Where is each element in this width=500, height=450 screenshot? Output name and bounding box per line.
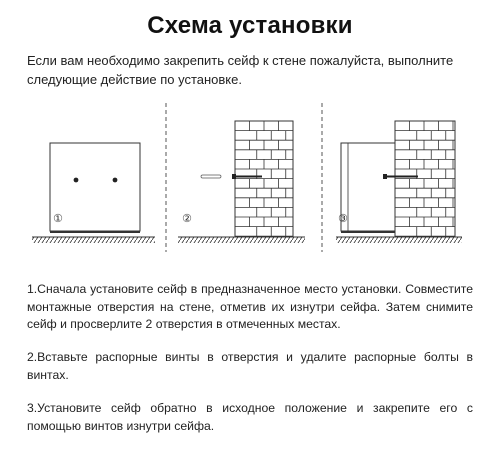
safe-front-view <box>50 143 140 231</box>
step-3-text: 3.Установите сейф обратно в исходное положение и закрепите его с помощью винтов изнутри сейфа. <box>27 401 473 433</box>
expansion-screw <box>201 175 221 178</box>
panel-number-1: ① <box>53 212 63 225</box>
intro-text: Если вам необходимо закрепить сейф к стене пожалуйста, выполните следующие действие по установке. <box>27 53 454 87</box>
panel-number-2: ② <box>182 212 192 225</box>
panel-number-3: ③ <box>338 212 348 225</box>
mounting-hole-left <box>74 178 79 183</box>
floor-hatch-1 <box>32 237 155 243</box>
safe-side-view <box>341 143 395 231</box>
panel-3 <box>336 121 462 243</box>
floor-hatch-3 <box>336 237 462 243</box>
panel-1 <box>32 143 155 243</box>
step-2-text: 2.Вставьте распорные винты в отверстия и удалите распорные болты в винтах. <box>27 350 473 382</box>
mounting-hole-right <box>113 178 118 183</box>
page-title: Схема установки <box>147 12 353 39</box>
step-1-text: 1.Сначала установите сейф в предназначенное место установки. Совместите монтажные отверстия на стене, отметив их изнутри сейфа. Затем снимите сейф и просверлите 2 отверстия в отмеченных местах. <box>27 282 473 331</box>
floor-hatch-2 <box>178 237 305 243</box>
panel-2 <box>178 121 305 243</box>
installation-diagram <box>0 100 500 260</box>
